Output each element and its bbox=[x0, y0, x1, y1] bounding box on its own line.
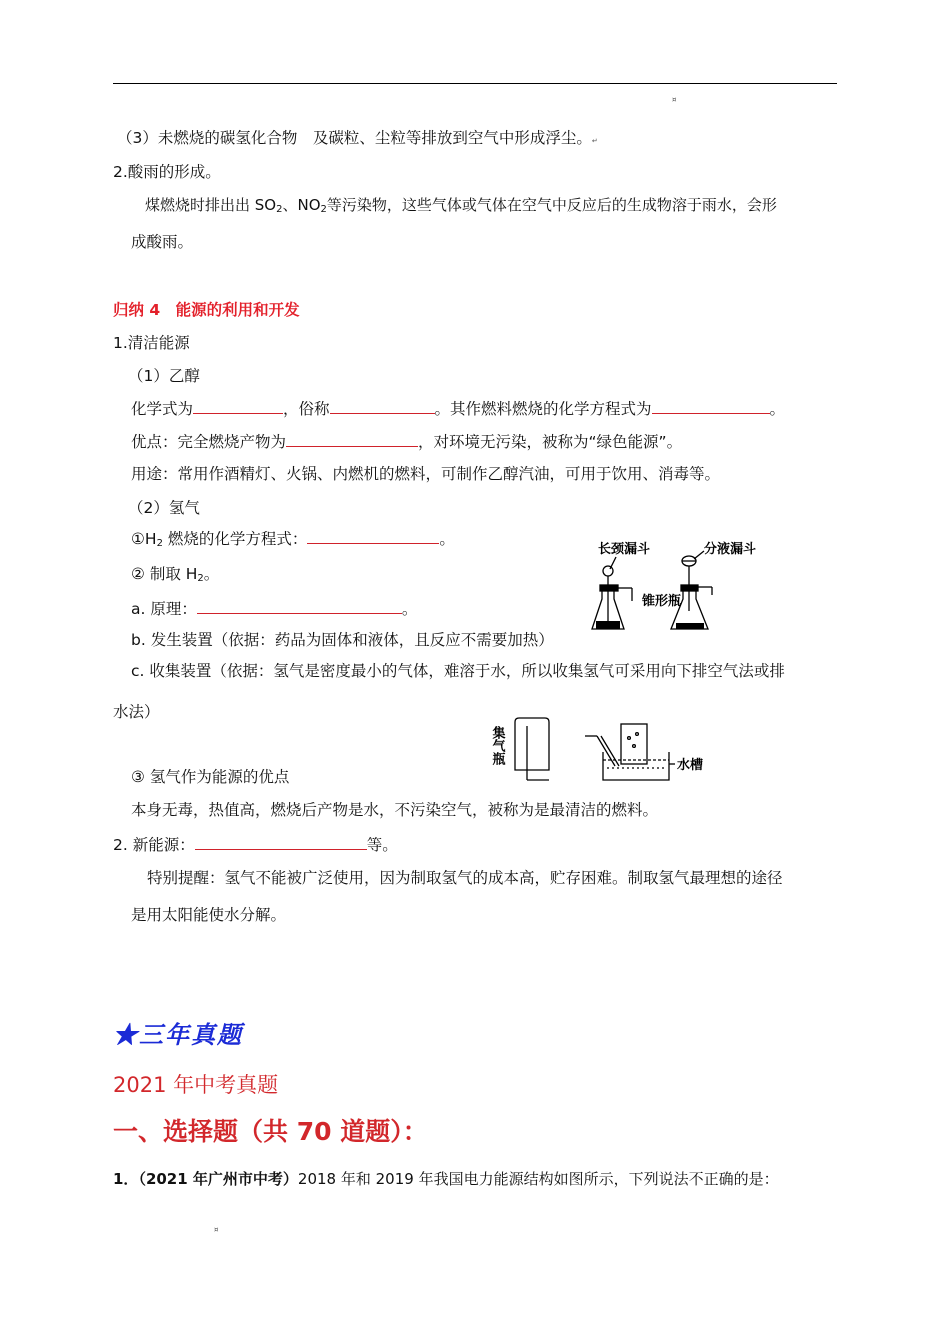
water-trough bbox=[585, 724, 675, 780]
formula-blank[interactable] bbox=[193, 398, 283, 414]
gas-jar-label: 集气瓶 bbox=[489, 726, 505, 765]
hydrogen-item3: ③ 氢气作为能源的优点 bbox=[131, 768, 290, 786]
hydrogen-collector-cont: 水法） bbox=[113, 703, 160, 721]
question-1: 1．（2021 年广州市中考）2018 年和 2019 年我国电力能源结构如图所示，下列说法不正确的是： bbox=[113, 1170, 779, 1188]
new-energy-blank[interactable] bbox=[195, 834, 367, 850]
hydrogen-advantages-text: 本身无毒，热值高，燃烧后产物是水，不污染空气，被称为是最清洁的燃料。 bbox=[131, 801, 659, 819]
para-unburned-hydrocarbons: （3）未燃烧的碳氢化合物 及碳粒、尘粒等排放到空气中形成浮尘。↵ bbox=[117, 129, 598, 147]
hydrogen-generator: b. 发生装置（依据：药品为固体和液体，且反应不需要加热） bbox=[131, 631, 554, 649]
equation-blank[interactable] bbox=[652, 398, 770, 414]
three-years-heading: ★三年真题 bbox=[113, 1020, 243, 1049]
acid-rain-heading: 2.酸雨的形成。 bbox=[113, 163, 221, 181]
hydrogen-principle: a. 原理： 。 bbox=[131, 600, 418, 618]
hydrogen-heading: （2）氢气 bbox=[128, 499, 200, 517]
ethanol-heading: （1）乙醇 bbox=[128, 367, 200, 385]
hydrogen-item2: ② 制取 $H_2$。 bbox=[131, 565, 220, 584]
hydrogen-collection-figure bbox=[489, 712, 722, 786]
acid-rain-text: 煤燃烧时排出出 $SO_2$、$NO_2$等污染物，这些气体或气体在空气中反应后的生成物溶于雨水，会形 bbox=[145, 196, 777, 215]
acid-rain-text-cont: 成酸雨。 bbox=[131, 233, 194, 251]
hydrogen-item1: $①H_2$ 燃烧的化学方程式： 。 bbox=[131, 530, 455, 549]
section-multiple-choice-heading: 一、选择题（共 70 道题）： bbox=[113, 1117, 428, 1146]
water-trough-label: 水槽 bbox=[677, 758, 704, 773]
right-flask bbox=[671, 551, 712, 629]
flask-label: 锥形瓶 bbox=[642, 594, 682, 609]
product-blank[interactable] bbox=[286, 431, 418, 447]
common-name-blank[interactable] bbox=[330, 398, 435, 414]
gas-jar bbox=[515, 718, 549, 780]
h2-equation-blank[interactable] bbox=[307, 528, 439, 544]
clean-energy-heading: 1.清洁能源 bbox=[113, 334, 190, 352]
ethanol-advantage-line: 优点：完全燃烧产物为 ，对环境无污染，被称为“绿色能源”。 bbox=[131, 433, 683, 451]
page-header-rule bbox=[113, 83, 837, 84]
left-flask bbox=[592, 557, 632, 629]
separating-funnel-label: 分液漏斗 bbox=[704, 542, 757, 557]
long-funnel-label: 长颈漏斗 bbox=[598, 542, 651, 557]
new-energy-line: 2. 新能源： 等。 bbox=[113, 836, 398, 854]
hydrogen-collector: c. 收集装置（依据：氢气是密度最小的气体，难溶于水，所以收集氢气可采用向下排空气法或排 bbox=[131, 662, 785, 680]
reminder-text: 特别提醒：氢气不能被广泛使用，因为制取氢气的成本高，贮存困难。制取氢气最理想的途径 bbox=[147, 869, 783, 887]
reminder-text-cont: 是用太阳能使水分解。 bbox=[131, 906, 287, 924]
ethanol-use-line: 用途：常用作酒精灯、火锅、内燃机的燃料，可制作乙醇汽油，可用于饮用、消毒等。 bbox=[131, 465, 721, 483]
section-title-guina4: 归纳 4 能源的利用和开发 bbox=[113, 301, 300, 319]
paragraph-mark: ¤ bbox=[672, 96, 677, 104]
ethanol-formula-line: 化学式为 ，俗称 。其作燃料燃烧的化学方程式为 。 bbox=[131, 400, 786, 418]
paragraph-mark: ¤ bbox=[214, 1226, 219, 1234]
principle-blank[interactable] bbox=[197, 598, 402, 614]
hydrogen-generator-figure bbox=[588, 537, 776, 647]
year-2021-heading: 2021 年中考真题 bbox=[113, 1073, 279, 1097]
